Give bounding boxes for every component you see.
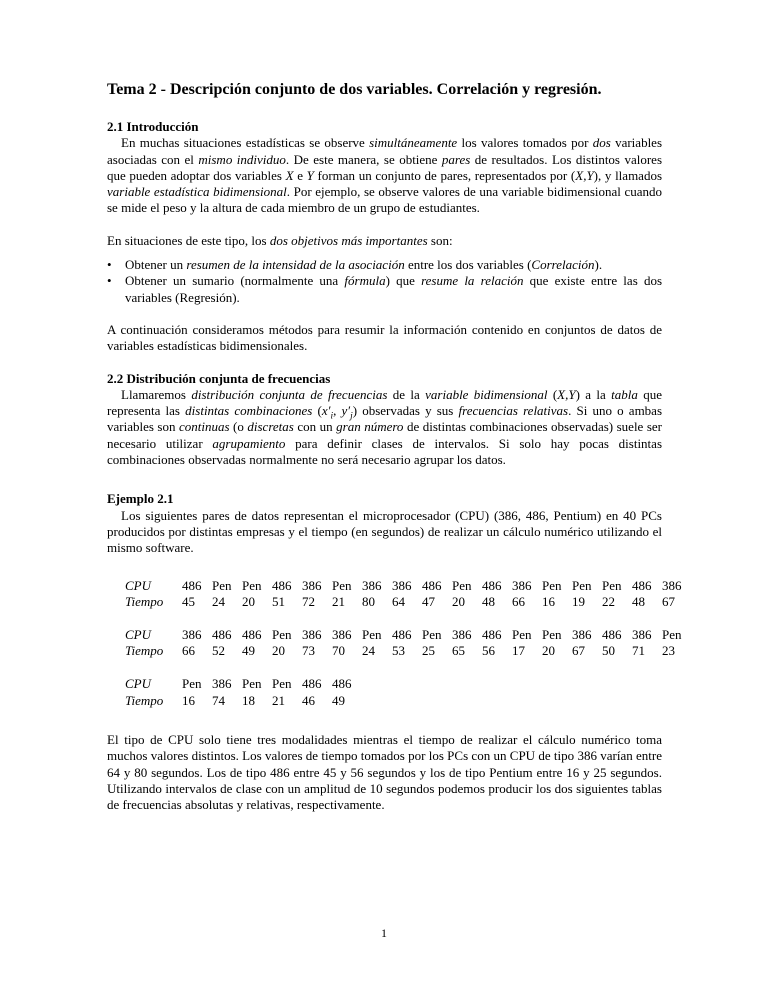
heading-2-2: 2.2 Distribución conjunta de frecuencias	[107, 370, 331, 386]
bullet-marker: •	[107, 257, 112, 273]
data-table-group-2	[125, 627, 692, 660]
document-title: Tema 2 - Descripción conjunto de dos variables. Correlación y regresión.	[107, 81, 602, 98]
heading-ejemplo-2-1: Ejemplo 2.1	[107, 491, 174, 507]
data-row: CPU Pen 386 Pen Pen 486 486	[125, 675, 352, 691]
data-row: CPU 486 Pen Pen 486 386 Pen 386 386 486 Pen 486 386 Pen Pen Pen 486 386	[125, 577, 682, 593]
bullet-marker: •	[107, 273, 112, 289]
paragraph-intro-3: A continuación consideramos métodos para resumir la información contenido en conjuntos de datos de variables estadísticas bidimensionales.	[107, 321, 662, 354]
data-table-group-3	[125, 676, 362, 709]
data-row: Tiempo 66 52 49 20 73 70 24 53 25 65 56 17 20 67 50 71 23	[125, 643, 675, 659]
paragraph-ejemplo-1: Los siguientes pares de datos representan el microprocesador (CPU) (386, 486, Pentium) en 40 PCs producidos por distintas empresas y el tiempo (en segundos) de realizar un cálculo numérico utilizando el mismo software.	[107, 507, 662, 556]
page-number: 1	[381, 926, 387, 940]
paragraph-ejemplo-2: El tipo de CPU solo tiene tres modalidades mientras el tiempo de realizar el cálculo numérico toma muchos valores distintos. Los valores de tiempo tomados por los PCs con un CPU de tipo 386 varían entre 64 y 80 segundos. Los de tipo 486 entre 45 y 56 segundos y los de tipo Pentium entre 16 y 25 segundos. Utilizando intervalos de clase con un amplitud de 10 segundos podemos producir los dos siguientes tablas de frecuencias absolutas y relativas, respectivamente.	[107, 732, 662, 813]
section-ejemplo-2-1	[107, 491, 682, 813]
data-table-group-1	[125, 578, 692, 611]
bullet-text-regresion: Obtener un sumario (normalmente una fórmula) que resume la relación que existe entre las dos variables (Regresión).	[125, 273, 662, 305]
bullet-text-correlacion: Obtener un resumen de la intensidad de la asociación entre los dos variables (Correlación).	[125, 257, 603, 273]
data-row: Tiempo 16 74 18 21 46 49	[125, 692, 345, 708]
data-row: CPU 386 486 486 Pen 386 386 Pen 486 Pen 386 486 Pen Pen 386 486 386 Pen	[125, 626, 682, 642]
paragraph-intro-1: En muchas situaciones estadísticas se observe simultáneamente los valores tomados por dos variables asociadas con el mismo individuo. De este manera, se obtiene pares de resultados. Los distintos valores que pueden adoptar dos variables X e Y forman un conjunto de pares, representados por (X,Y), y llamados variable estadística bidimensional. Por ejemplo, se observe valores de una variable bidimensional cuando se mide el peso y la altura de cada miembro de un grupo de estudiantes.	[107, 135, 663, 216]
bullet-item-correlacion	[107, 257, 662, 273]
section-introduccion	[107, 119, 662, 355]
heading-2-1: 2.1 Introducción	[107, 119, 199, 134]
paragraph-intro-2: En situaciones de este tipo, los dos objetivos más importantes son:	[107, 232, 453, 248]
bullet-item-regresion	[107, 273, 662, 306]
bullet-list	[107, 257, 662, 306]
paragraph-distribucion-1: Llamaremos distribución conjunta de frecuencias de la variable bidimensional (X,Y) a la tabla que representa las distintas combinaciones ($x'_i$, $y'_j$) observadas y sus frecuencias relativas. Si uno o ambas variables son continuas (o discretas con un gran número de distintas combinaciones observadas) suele ser necesario utilizar agrupamiento para definir clases de intervalos. Si solo hay pocas distintas combinaciones observadas normalmente no será necesario agrupar los datos.	[107, 386, 663, 468]
section-distribucion	[107, 371, 662, 469]
data-row: Tiempo 45 24 20 51 72 21 80 64 47 20 48 66 16 19 22 48 67	[125, 594, 675, 610]
